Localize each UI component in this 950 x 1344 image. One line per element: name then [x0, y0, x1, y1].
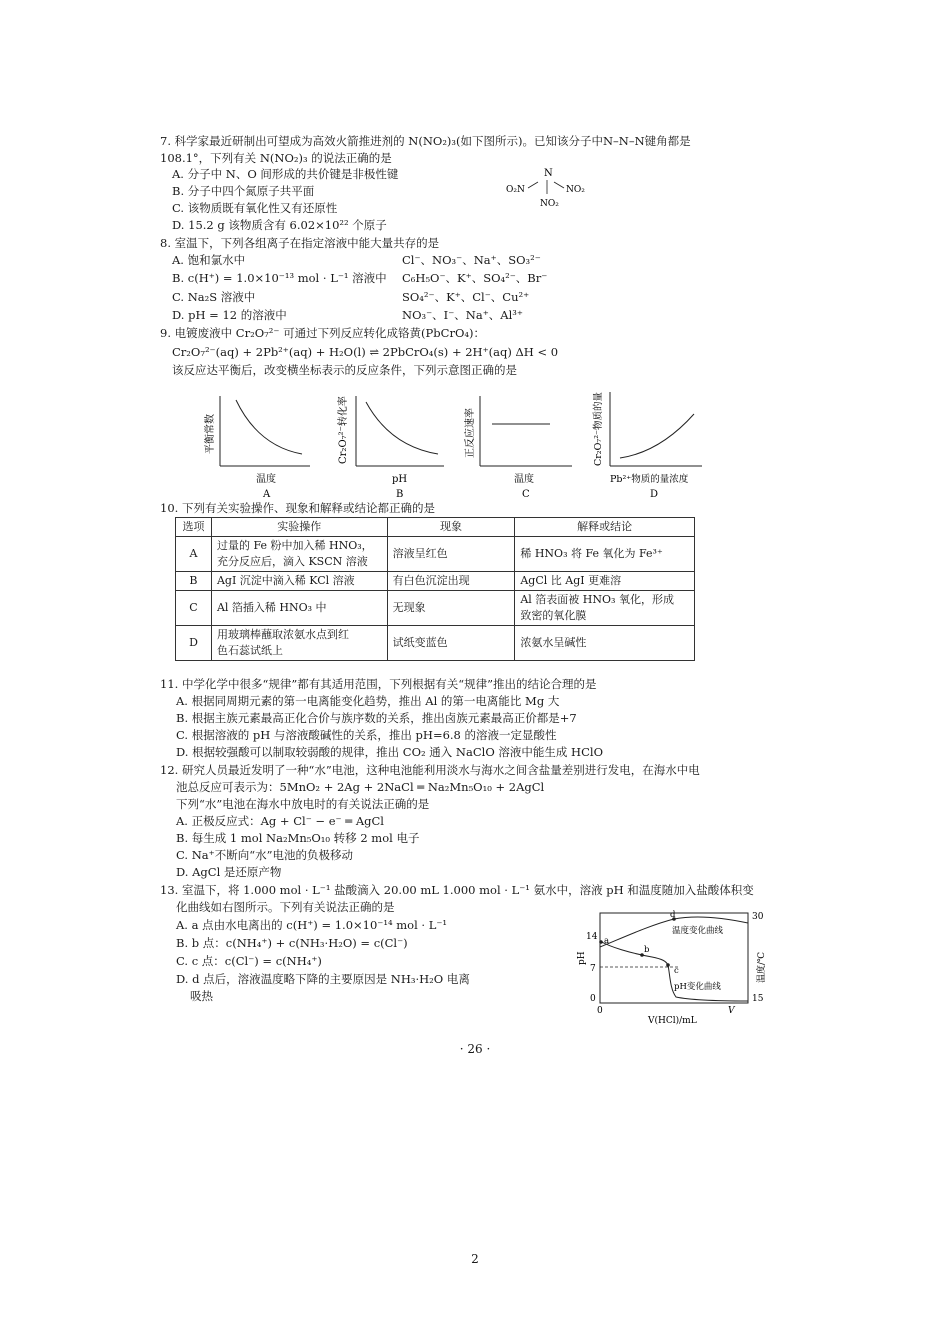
q12-stem-line2: 池总反应可表示为：5MnO₂ + 2Ag + 2NaCl ═ Na₂Mn₅O₁₀ + 2AgCl: [176, 780, 545, 794]
graph-c-ylabel: 正反应速率: [465, 408, 476, 458]
graph-c-letter: C: [522, 489, 530, 500]
row-c-con-line1: Al 箔表面被 HNO₃ 氧化，形成: [520, 593, 674, 606]
q11-option-b: B. 根据主族元素最高正化合价与族序数的关系，推出卤族元素最高正价都是+7: [176, 711, 577, 725]
q10-experiment-table: [175, 517, 695, 661]
header-phenomenon: 现象: [387, 518, 515, 537]
point-a-marker: [599, 940, 603, 944]
q8-option-d-ions: NO₃⁻、I⁻、Na⁺、Al³⁺: [402, 308, 523, 322]
left-tick-0: 0: [590, 994, 596, 1004]
row-a-op-line1: 过量的 Fe 粉中加入稀 HNO₃，: [216, 539, 373, 552]
graph-b-letter: B: [396, 489, 404, 500]
q10-stem: 10. 下列有关实验操作、现象和解释或结论都正确的是: [160, 501, 435, 515]
row-d-conclusion: 浓氨水呈碱性: [515, 626, 695, 661]
q8-option-c-ions: SO₄²⁻、K⁺、Cl⁻、Cu²⁺: [402, 290, 530, 304]
q9-stem-line3: 该反应达平衡后，改变横坐标表示的反应条件，下列示意图正确的是: [172, 363, 517, 377]
q13-titration-graph: [570, 905, 770, 1025]
q8-option-b-ions: C₆H₅O⁻、K⁺、SO₄²⁻、Br⁻: [402, 271, 548, 285]
row-b-option: B: [176, 572, 212, 591]
q8-option-a-ions: Cl⁻、NO₃⁻、Na⁺、SO₃²⁻: [402, 253, 541, 267]
graph-b-ylabel: Cr₂O₇²⁻转化率: [338, 396, 349, 464]
left-tick-7: 7: [590, 964, 596, 974]
q8-option-d-cond: D. pH = 12 的溶液中: [172, 308, 287, 322]
row-d-option: D: [176, 626, 212, 661]
q11-option-d: D. 根据较强酸可以制取较弱酸的规律，推出 CO₂ 通入 NaClO 溶液中能生成 HClO: [176, 745, 603, 759]
mol-right-group: NO₂: [566, 185, 585, 195]
x-tick-0: 0: [597, 1006, 603, 1016]
q7-option-a: A. 分子中 N、O 间形成的共价键是非极性键: [172, 167, 399, 181]
row-b-conclusion: AgCl 比 AgI 更难溶: [515, 572, 695, 591]
graph-d-xlabel: Pb²⁺物质的量浓度: [610, 474, 689, 485]
row-c-option: C: [176, 591, 212, 626]
temp-curve-label: 温度变化曲线: [672, 926, 724, 936]
mol-left-group: O₂N: [506, 185, 525, 195]
table-row: [176, 591, 695, 626]
row-d-phenomenon: 试纸变蓝色: [387, 626, 515, 661]
q8-option-b-cond: B. c(H⁺) = 1.0×10⁻¹³ mol · L⁻¹ 溶液中: [172, 271, 387, 285]
row-c-phenomenon: 无现象: [387, 591, 515, 626]
q11-option-c: C. 根据溶液的 pH 与溶液酸碱性的关系，推出 pH=6.8 的溶液一定显酸性: [176, 728, 557, 742]
page-number: 2: [471, 1252, 479, 1266]
graph-a-curve: [236, 400, 302, 454]
ph-curve-label: pH变化曲线: [674, 982, 721, 992]
q13-stem-line1: 13. 室温下，将 1.000 mol · L⁻¹ 盐酸滴入 20.00 mL 1.000 mol · L⁻¹ 氨水中，溶液 pH 和温度随加入盐酸体积变: [160, 883, 754, 897]
q7-option-b: B. 分子中四个氮原子共平面: [172, 184, 315, 198]
row-d-op-line2: 色石蕊试纸上: [216, 644, 283, 657]
q13-option-b: B. b 点：c(NH₄⁺) + c(NH₃·H₂O) = c(Cl⁻): [176, 936, 408, 950]
header-conclusion: 解释或结论: [515, 518, 695, 537]
q8-stem: 8. 室温下，下列各组离子在指定溶液中能大量共存的是: [160, 236, 440, 250]
q13-option-c: C. c 点：c(Cl⁻) = c(NH₄⁺): [176, 954, 322, 968]
q7-molecule-structure: [500, 162, 610, 212]
q7-option-c: C. 该物质既有氧化性又有还原性: [172, 201, 338, 215]
point-b-label: b: [644, 945, 650, 955]
left-tick-14: 14: [586, 932, 598, 942]
row-c-operation: Al 箔插入稀 HNO₃ 中: [211, 591, 387, 626]
q7-stem-line1: 7. 科学家最近研制出可望成为高效火箭推进剂的 N(NO₂)₃(如下图所示)。已知该分子中N–N–N键角都是: [160, 134, 691, 148]
q13-option-d: D. d 点后，溶液温度略下降的主要原因是 NH₃·H₂O 电离: [176, 972, 470, 986]
graph-a-ylabel: 平衡常数: [205, 414, 216, 454]
header-option: 选项: [176, 518, 212, 537]
q9-stem: 9. 电镀废液中 Cr₂O₇²⁻ 可通过下列反应转化成铬黄(PbCrO₄)：: [160, 326, 485, 340]
y-left-label: pH: [577, 951, 587, 965]
q12-stem-line3: 下列“水”电池在海水中放电时的有关说法正确的是: [176, 797, 430, 811]
graph-d-curve: [620, 414, 694, 458]
q8-option-a-cond: A. 饱和氯水中: [172, 253, 246, 267]
q11-option-a: A. 根据同周期元素的第一电离能变化趋势，推出 Al 的第一电离能比 Mg 大: [176, 694, 560, 708]
right-tick-30: 30: [752, 912, 764, 922]
point-a-label: a: [604, 936, 610, 946]
graph-a-letter: A: [263, 489, 271, 500]
point-c-label: c: [674, 966, 679, 976]
q8-option-c-cond: C. Na₂S 溶液中: [172, 290, 256, 304]
q11-stem: 11. 中学化学中很多“规律”都有其适用范围，下列根据有关“规律”推出的结论合理的是: [160, 677, 597, 691]
graph-d-ylabel: Cr₂O₇²⁻物质的量: [593, 391, 604, 466]
q13-option-a: A. a 点由水电离出的 c(H⁺) = 1.0×10⁻¹⁴ mol · L⁻¹: [176, 918, 448, 932]
q9-graph-c: [462, 388, 582, 500]
row-a-option: A: [176, 537, 212, 572]
x-axis-label: V(HCl)/mL: [648, 1016, 697, 1025]
graph-b-curve: [366, 402, 438, 454]
row-d-op-line1: 用玻璃棒蘸取浓氨水点到红: [216, 628, 349, 641]
mol-center-n: N: [544, 168, 553, 179]
q9-graph-d: [590, 382, 720, 500]
table-header-row: [176, 518, 695, 537]
x-tick-v: V: [728, 1006, 735, 1016]
row-a-phenomenon: 溶液呈红色: [387, 537, 515, 572]
q12-stem-line1: 12. 研究人员最近发明了一种“水”电池，这种电池能利用淡水与海水之间含盐量差别进行发电，在海水中电: [160, 763, 700, 777]
table-row: [176, 572, 695, 591]
q9-equation: Cr₂O₇²⁻(aq) + 2Pb²⁺(aq) + H₂O(l) ⇌ 2PbCrO₄(s) + 2H⁺(aq) ΔH < 0: [172, 345, 559, 359]
row-b-operation: AgI 沉淀中滴入稀 KCl 溶液: [211, 572, 387, 591]
q12-option-c: C. Na⁺不断向“水”电池的负极移动: [176, 848, 353, 862]
y-right-label: 温度/℃: [757, 951, 767, 983]
q12-option-d: D. AgCl 是还原产物: [176, 865, 282, 879]
q7-option-d: D. 15.2 g 该物质含有 6.02×10²² 个原子: [172, 218, 387, 232]
header-operation: 实验操作: [211, 518, 387, 537]
row-c-con-line2: 致密的氧化膜: [520, 609, 587, 622]
q7-stem-line2: 108.1°，下列有关 N(NO₂)₃ 的说法正确的是: [160, 151, 392, 165]
table-row: [176, 626, 695, 661]
point-d-label: d: [670, 910, 676, 920]
q13-stem-line2: 化曲线如右图所示。下列有关说法正确的是: [176, 900, 395, 914]
mol-bottom-group: NO₂: [540, 199, 559, 209]
right-tick-15: 15: [752, 994, 764, 1004]
graph-b-xlabel: pH: [392, 474, 408, 485]
inner-page-number: · 26 ·: [459, 1042, 491, 1056]
table-row: [176, 537, 695, 572]
graph-c-xlabel: 温度: [514, 474, 534, 485]
q12-option-b: B. 每生成 1 mol Na₂Mn₅O₁₀ 转移 2 mol 电子: [176, 831, 420, 845]
row-a-conclusion: 稀 HNO₃ 将 Fe 氧化为 Fe³⁺: [515, 537, 695, 572]
point-c-marker: [666, 963, 670, 967]
q13-option-d-cont: 吸热: [190, 989, 213, 1003]
q12-option-a: A. 正极反应式：Ag + Cl⁻ − e⁻ ═ AgCl: [176, 814, 384, 828]
row-b-phenomenon: 有白色沉淀出现: [387, 572, 515, 591]
row-a-op-line2: 充分反应后，滴入 KSCN 溶液: [216, 555, 368, 568]
q9-graph-b: [332, 388, 452, 500]
graph-a-xlabel: 温度: [256, 474, 276, 485]
q9-graph-a: [200, 388, 320, 500]
graph-d-letter: D: [650, 489, 659, 500]
